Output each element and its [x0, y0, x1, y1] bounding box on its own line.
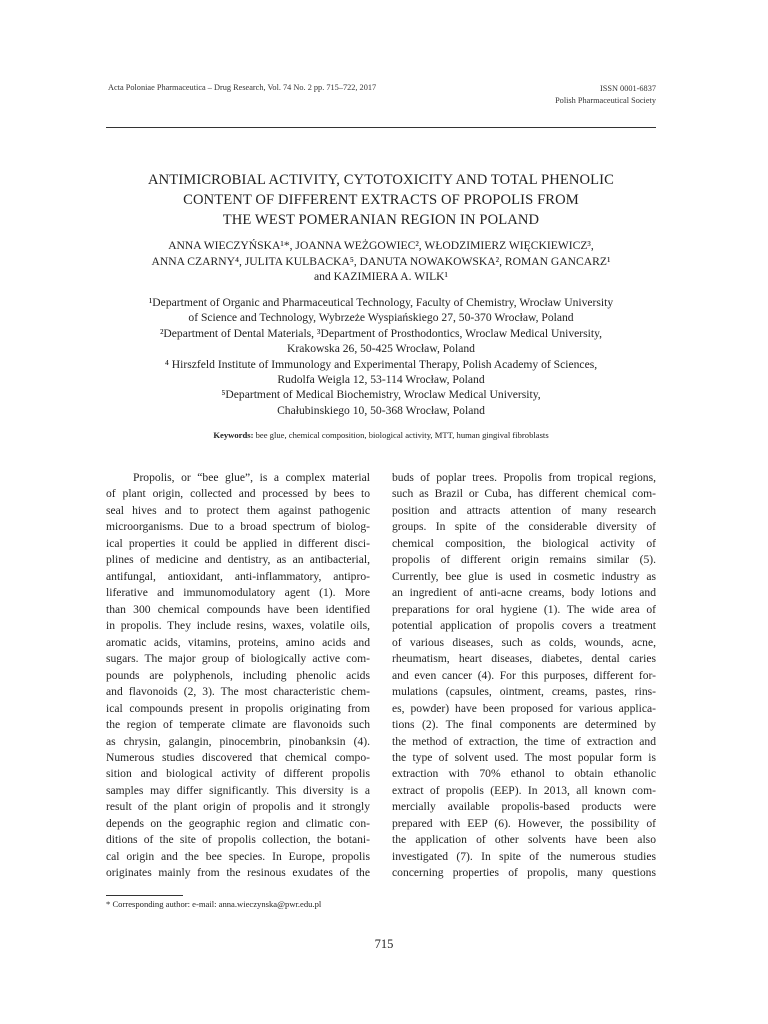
body-text-line: liferative and immunomodulatory agent (1). More [106, 586, 370, 600]
body-text-line: Propolis, or “bee glue”, is a complex material [133, 471, 370, 484]
body-text-line: the type of solvent used. The most popular form is [392, 750, 656, 764]
body-text-line: cal origin and the bee species. In Europe, propolis [106, 849, 370, 863]
affiliation-line: ¹Department of Organic and Pharmaceutical Technology, Faculty of Chemistry, Wrocław University [148, 296, 614, 309]
affiliations [106, 295, 656, 418]
author-line: ANNA WIECZYŃSKA¹*, JOANNA WEŻGOWIEC², WŁODZIMIERZ WIĘCKIEWICZ³, [168, 239, 594, 252]
affiliation-line: of Science and Technology, Wybrzeże Wyspiańskiego 27, 50-370 Wrocław, Poland [188, 311, 574, 325]
body-text-line: extraction with 70% ethanol to obtain ethanolic [392, 767, 656, 781]
body-text-line: of various diseases, such as colds, wounds, acne, [392, 635, 656, 649]
body-text-line: seal hives and to protect them against pathogenic [106, 503, 370, 517]
body-text-line: mercially available propolis-based products were [392, 800, 656, 814]
author-line: and KAZIMIERA A. WILK¹ [314, 270, 448, 283]
title-line: ANTIMICROBIAL ACTIVITY, CYTOTOXICITY AND TOTAL PHENOLIC [148, 172, 614, 188]
affiliation-line: ⁴ Hirszfeld Institute of Immunology and Experimental Therapy, Polish Academy of Sciences, [164, 357, 598, 371]
body-text-line: originates mainly from the resinous exudates of the [106, 866, 370, 880]
affiliation-line: Krakowska 26, 50-425 Wrocław, Poland [287, 342, 475, 356]
society-name: Polish Pharmaceutical Society [555, 96, 656, 105]
body-text-line: ical properties it could be applied in different disci- [106, 536, 370, 550]
keywords [106, 430, 656, 440]
title-line: THE WEST POMERANIAN REGION IN POLAND [222, 212, 540, 228]
body-text-line: the region of temperate climate are flavonoids such [106, 718, 370, 732]
author-line: ANNA CZARNY⁴, JULITA KULBACKA⁵, DANUTA NOWAKOWSKA², ROMAN GANCARZ¹ [151, 254, 611, 268]
body-text-line: the method of extraction, the time of extraction and [392, 734, 656, 748]
body-text-line: than 300 chemical compounds have been identified [106, 602, 370, 616]
body-text-line: an ingredient of anti-acne creams, body lotions and [392, 586, 656, 600]
body-text-line: and even cancer (4). For this purposes, different for- [392, 668, 656, 682]
footnote-rule [106, 895, 183, 896]
body-text-line: buds of poplar trees. Propolis from tropical regions, [392, 471, 656, 484]
keywords-text: bee glue, chemical composition, biological activity, MTT, human gingival fibroblasts [253, 430, 549, 440]
body-text-line: result of the plant origin of propolis and it strongly [106, 800, 370, 814]
body-text-line: depends on the geographic region and climatic con- [106, 816, 370, 830]
body-text-line: such as Brazil or Cuba, has different chemical com- [392, 487, 656, 501]
title-line: CONTENT OF DIFFERENT EXTRACTS OF PROPOLIS FROM [183, 192, 579, 208]
page-number: 715 [374, 937, 394, 951]
body-text-line: and flavonoids (2, 3). The most characteristic chem- [106, 685, 370, 699]
body-text-line: concerning properties of propolis, many questions [392, 866, 656, 880]
article-title [106, 170, 656, 230]
body-text-line: plines of medicine and dentistry, as an antibacterial, [106, 553, 370, 567]
journal-citation: Acta Poloniae Pharmaceutica – Drug Research, Vol. 74 No. 2 pp. 715–722, 2017 [108, 83, 377, 92]
body-text-line: sition and biological activity of different propolis [106, 767, 370, 781]
body-text-line: position and attracts attention of many research [392, 503, 656, 517]
body-text-line: samples may differ significantly. This diversity is a [106, 783, 370, 797]
body-text-line: extract of propolis (EEP). In 2013, all known com- [392, 783, 656, 797]
body-text-line: ditions of the site of propolis collection, the botani- [106, 833, 370, 847]
author-list [106, 238, 656, 285]
affiliation-line: ²Department of Dental Materials, ³Department of Prosthodontics, Wroclaw Medical University, [159, 326, 603, 340]
body-text-line: sugars. The major group of biologically active com- [106, 652, 370, 666]
body-text-line: preparations for oral hygiene (1). The wide area of [392, 602, 656, 616]
body-column-left [106, 470, 370, 882]
body-column-right [392, 470, 656, 882]
body-text-line: chemical composition, the biological activity of [392, 536, 656, 550]
body-text-line: microorganisms. Due to a broad spectrum of biolog- [106, 520, 370, 534]
affiliation-line: Chałubinskiego 10, 50-368 Wrocław, Poland [277, 403, 485, 417]
body-text-line: in propolis. They include resins, waxes, volatile oils, [106, 619, 370, 633]
body-text-line: mulations (capsules, ointment, creams, pastes, rins- [392, 685, 656, 699]
affiliation-line: ⁵Department of Medical Biochemistry, Wroclaw Medical University, [221, 388, 541, 402]
body-text-line: ical compounds present in propolis originating from [106, 701, 370, 715]
body-text-line: es, powder) have been proposed for various applica- [392, 701, 656, 715]
body-text-line: as chrysin, galangin, pinocembrin, pinobanksin (4). [106, 734, 370, 748]
body-text-line: Numerous studies discovered that chemical compo- [106, 750, 370, 764]
body-text-line: prepared with EEP (6). However, the possibility of [392, 816, 656, 830]
body-text-line: of plant origin, collected and processed by bees to [106, 487, 370, 501]
body-text-line: rheumatism, heart diseases, diabetes, dental caries [392, 652, 656, 666]
body-text-line: Currently, bee glue is used in cosmetic industry as [392, 569, 656, 583]
affiliation-line: Rudolfa Weigla 12, 53-114 Wrocław, Poland [277, 373, 485, 387]
body-text-line: groups. In spite of the considerable diversity of [392, 520, 656, 534]
body-text-line: investigated (7). In spite of the numerous studies [392, 849, 656, 863]
body-text-line: tions (2). The final components are determined by [392, 718, 656, 732]
body-text-line: the application of other solvents have been also [392, 833, 656, 847]
body-text-line: aromatic acids, vitamins, proteins, amino acids and [106, 635, 370, 649]
body-text-line: propolis of different origin remains similar (5). [392, 553, 656, 567]
header-rule [106, 127, 656, 128]
issn: ISSN 0001-6837 [599, 84, 656, 93]
body-text-line: antifungal, antioxidant, anti-inflammatory, antipro- [106, 569, 370, 583]
body-text-line: potential application of propolis covers a treatment [392, 619, 656, 633]
issn-block [555, 83, 656, 107]
corresponding-author-footnote: * Corresponding author: e-mail: anna.wieczynska@pwr.edu.pl [106, 899, 322, 909]
keywords-label: Keywords: [213, 430, 254, 440]
body-text-line: pounds are polyphenols, including phenolic acids [106, 668, 370, 682]
